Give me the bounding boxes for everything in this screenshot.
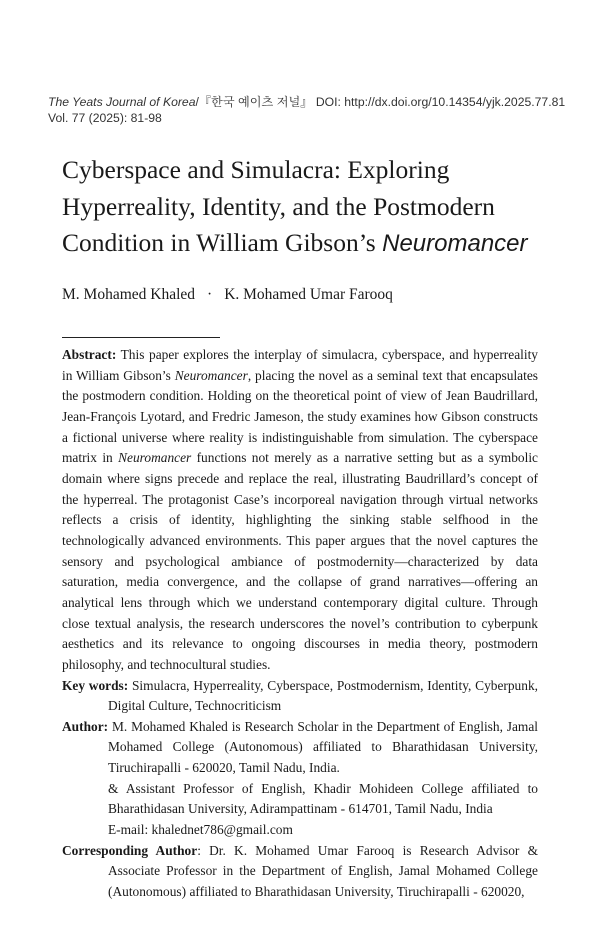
title-line-1: Cyberspace and Simulacra: Exploring — [62, 155, 450, 184]
author-separator: · — [207, 286, 213, 303]
keywords — [62, 676, 538, 717]
title-line-3: Condition in William Gibson’s — [62, 228, 383, 257]
author-list — [62, 285, 393, 305]
author-info — [62, 717, 538, 841]
keywords-text: Simulacra, Hyperreality, Cyberspace, Postmodernism, Identity, Cyberpunk, Digital Culture, Technocriticism — [108, 677, 538, 714]
title-italic-work: Neuromancer — [382, 230, 528, 257]
abstract-text-1: This paper explores the interplay of simulacra, cyberspace, and hyperreality in William Gibson’s — [62, 347, 538, 383]
journal-header — [48, 94, 565, 126]
keywords-label: Key words: — [62, 677, 129, 693]
paper-body — [62, 345, 538, 903]
corresponding-author — [62, 841, 538, 903]
abstract-label: Abstract: — [62, 347, 117, 362]
abstract — [62, 345, 538, 676]
abstract-text-3: functions not merely as a narrative setting but as a symbolic domain where signs precede and replace the real, illustrating Baudrillard’s concept of the hyperreal. The protagonist Case’s incorporeal navigation through virtual networks reflects a crisis of identity, highlighting the sinking stable selfhood in the technologically advanced environments. This paper argues that the novel captures the sensory and psychological ambiance of postmodernity—characterized by data saturation, media convergence, and the collapse of grand narratives—offering an analytical lens through which we understand contemporary digital culture. Through close textual analysis, the research underscores the novel’s contribution to cyberpunk aesthetics and its relevance to ongoing discourses in media theory, postmodern philosophy, and technocultural studies. — [62, 450, 538, 672]
author-affiliation-2: & Assistant Professor of English, Khadir Mohideen College affiliated to Bharathidasan University, Adirampattinam - 614701, Tamil Nadu, India — [108, 780, 538, 817]
author-1: M. Mohamed Khaled — [62, 286, 196, 303]
author-email[interactable]: E-mail: khalednet786@gmail.com — [108, 822, 293, 838]
author-label: Author: — [62, 718, 109, 734]
author-info-text: M. Mohamed Khaled is Research Scholar in the Department of English, Jamal Mohamed College (Autonomous) affiliated to Bharathidasan University, Tiruchirapalli - 620020, Tamil Nadu, India. — [108, 718, 538, 776]
journal-name: The Yeats Journal of Korea — [48, 95, 196, 109]
journal-citation-line — [48, 94, 565, 110]
abstract-text-2: , placing the novel as a seminal text that encapsulates the postmodern condition. Holding on the theoretical point of view of Jean Baudrillard, Jean-François Lyotard, and Fredric Jameson, the study examines how Gibson constructs a fictional universe where reality is indistinguishable from simulation. The cyberspace matrix in — [62, 367, 538, 466]
corresponding-text: : Dr. K. Mohamed Umar Farooq is Research Advisor & Associate Professor in the Department of English, Jamal Mohamed College (Autonomous) affiliated to Bharathidasan University, Tiruchirapalli - 620020, — [108, 842, 538, 900]
title-line-2: Hyperreality, Identity, and the Postmodern — [62, 191, 495, 221]
volume-line: Vol. 77 (2025): 81-98 — [48, 111, 162, 125]
section-divider — [62, 337, 220, 338]
journal-korean-name: /『한국 예이츠 저널』 — [195, 95, 313, 109]
abstract-italic-1: Neuromancer — [174, 367, 248, 383]
abstract-italic-2: Neuromancer — [118, 450, 192, 466]
doi-link[interactable]: DOI: http://dx.doi.org/10.14354/yjk.2025.77.81 — [312, 95, 566, 109]
author-2: K. Mohamed Umar Farooq — [224, 286, 393, 303]
paper-title — [62, 152, 562, 263]
corresponding-label: Corresponding Author — [62, 842, 198, 858]
